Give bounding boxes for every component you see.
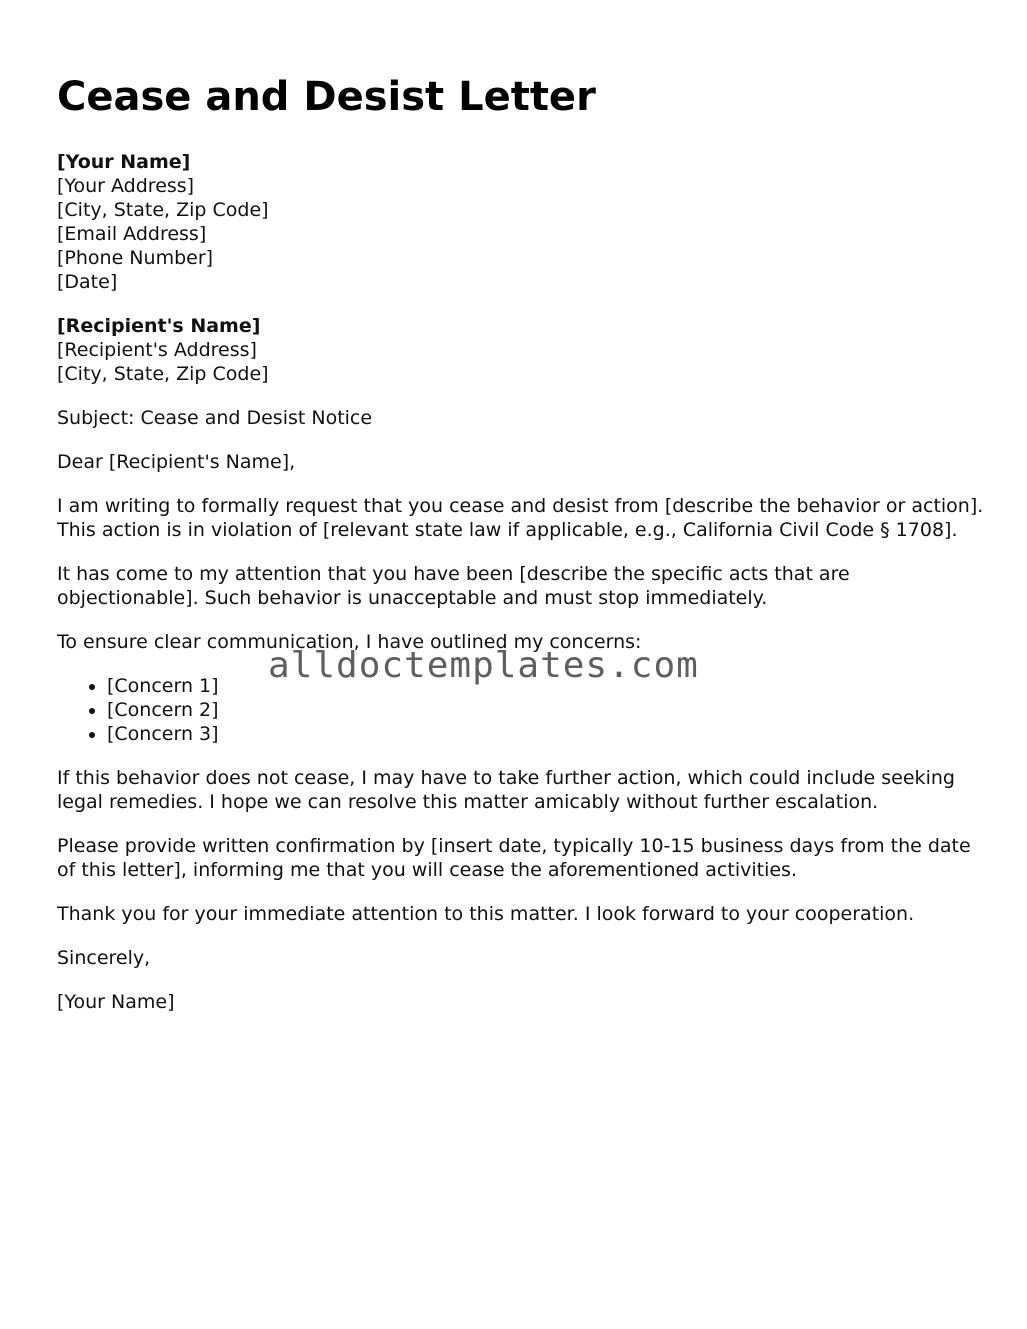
sender-date: [Date]: [57, 271, 118, 293]
sender-email: [Email Address]: [57, 223, 207, 245]
sender-phone: [Phone Number]: [57, 247, 214, 269]
sender-block: [57, 150, 987, 294]
watermark-text: alldoctemplates.com: [268, 645, 699, 686]
recipient-address: [Recipient's Address]: [57, 339, 257, 361]
body-paragraph: To ensure clear communication, I have outlined my concerns:: [57, 631, 642, 653]
list-item: • [Concern 1]: [107, 674, 987, 698]
recipient-name: [Recipient's Name]: [57, 315, 261, 337]
list-item: • [Concern 3]: [107, 722, 987, 746]
concerns-list: [57, 674, 987, 746]
recipient-city: [City, State, Zip Code]: [57, 363, 269, 385]
signature: [Your Name]: [57, 991, 175, 1013]
closing-paragraph: If this behavior does not cease, I may have to take further action, which could include seeking legal remedies. I hope we can resolve this matter amicably without further escalation.: [57, 767, 955, 813]
signoff: Sincerely,: [57, 947, 151, 969]
document-title: Cease and Desist Letter: [57, 74, 596, 120]
closing-paragraph: Please provide written confirmation by [insert date, typically 10-15 business days from the date of this letter], informing me that you will cease the aforementioned activities.: [57, 835, 971, 881]
sender-city: [City, State, Zip Code]: [57, 199, 269, 221]
body-paragraph: I am writing to formally request that you cease and desist from [describe the behavior or action]. This action is in violation of [relevant state law if applicable, e.g., California Civil Code § 1708].: [57, 495, 984, 541]
sender-name: [Your Name]: [57, 151, 191, 173]
body-paragraph: It has come to my attention that you have been [describe the specific acts that are objectionable]. Such behavior is unacceptable and must stop immediately.: [57, 563, 850, 609]
sender-address: [Your Address]: [57, 175, 195, 197]
recipient-block: [57, 314, 987, 386]
letter-document: [57, 70, 987, 1014]
subject-line: Subject: Cease and Desist Notice: [57, 407, 373, 429]
closing-paragraph: Thank you for your immediate attention to this matter. I look forward to your cooperation.: [57, 903, 915, 925]
salutation: Dear [Recipient's Name],: [57, 451, 296, 473]
list-item: • [Concern 2]: [107, 698, 987, 722]
